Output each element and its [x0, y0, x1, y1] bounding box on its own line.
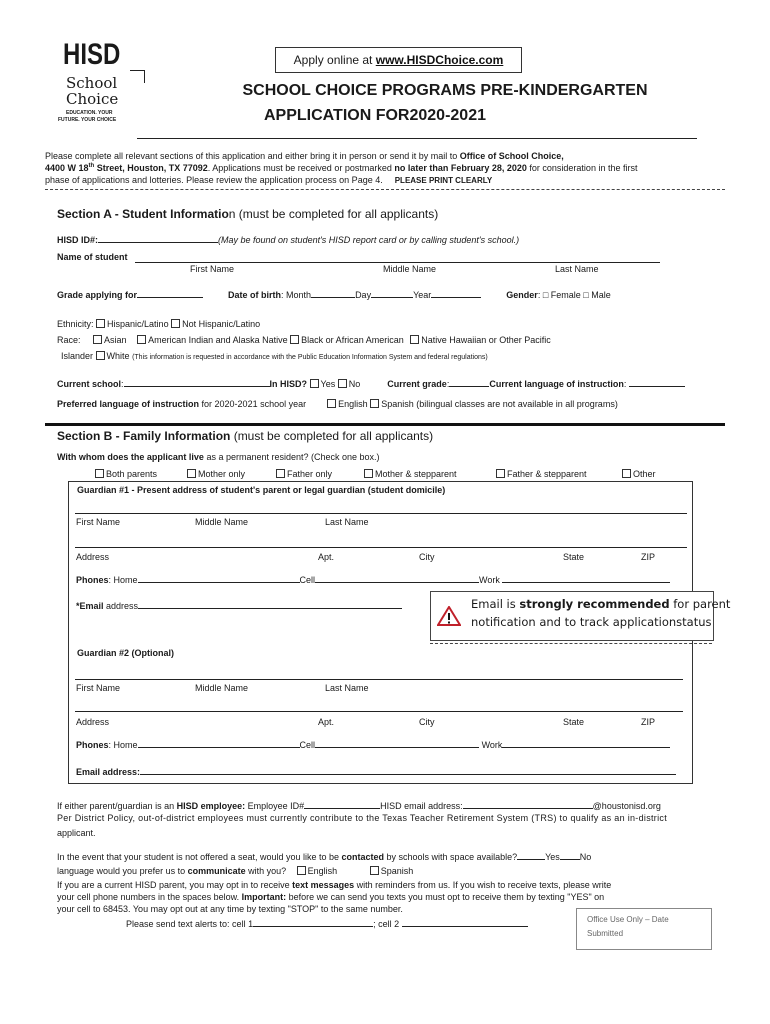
- email-note-line-2: notification and to track applicationstatus: [471, 615, 712, 629]
- pref-lang-year: for 2020-2021 school year: [199, 399, 307, 409]
- eth-not-hispanic-checkbox[interactable]: [171, 319, 180, 328]
- hisd-id-field[interactable]: [98, 233, 218, 243]
- contact-text: In the event that your student is not offered a seat, would you like to be: [57, 852, 342, 862]
- grade-label: Grade applying for: [57, 290, 138, 300]
- alerts-cell2-label: ; cell 2: [373, 919, 400, 929]
- pref-english-checkbox[interactable]: [327, 399, 336, 408]
- g1-phones-label: Phones: [76, 575, 109, 585]
- race-note: (This information is requested in accordance with the Public Education Information System and federal regulations): [132, 354, 488, 361]
- race-hawaii-label: Native Hawaiian or Other Pacific: [421, 335, 551, 345]
- race-row: Race: Asian American Indian and Alaska Native Black or African American Native Hawaiian or Other Pacific: [57, 335, 551, 345]
- lang-spanish-checkbox[interactable]: [370, 866, 379, 875]
- employee-text: If either parent/guardian is an: [57, 801, 177, 811]
- opt-mother-step: [364, 469, 457, 479]
- contact-no-label: No: [579, 852, 592, 862]
- race-asian-label: Asian: [104, 335, 127, 345]
- texts-1b: text messages: [292, 880, 355, 890]
- apply-url-link[interactable]: www.HISDChoice.com: [375, 53, 504, 67]
- intro-deadline-text: . Applications must be received or postmarked: [207, 163, 395, 173]
- student-name-row: [57, 252, 128, 262]
- hisd-id-note: (May be found on student's HISD report card or by calling student's school.): [218, 235, 520, 245]
- alerts-cell1-field[interactable]: [253, 917, 373, 927]
- contact-no-field[interactable]: [560, 850, 580, 860]
- student-name-label: Name of student: [57, 252, 128, 262]
- intro-line-1: [45, 151, 564, 161]
- pref-lang-row: [57, 399, 618, 409]
- g2-home-field[interactable]: [138, 738, 300, 748]
- title-line-1: SCHOOL CHOICE PROGRAMS PRE-KINDERGARTEN: [242, 82, 648, 99]
- intro-divider: [45, 189, 725, 190]
- g2-cell-field[interactable]: [315, 738, 479, 748]
- employee-id-field[interactable]: [304, 799, 380, 809]
- g2-address-caption: Address: [76, 717, 110, 727]
- grade-field[interactable]: [137, 288, 203, 298]
- section-a-title-n: n: [228, 207, 236, 221]
- office-line-1: Office Use Only – Date: [587, 915, 669, 924]
- race-islander-label: Islander: [61, 351, 94, 361]
- logo-choice: Choice: [66, 90, 119, 108]
- eth-not-hispanic-label: Not Hispanic/Latino: [182, 319, 261, 329]
- g1-home-field[interactable]: [138, 573, 300, 583]
- language-bold: communicate: [187, 866, 246, 876]
- father-stepparent-checkbox[interactable]: [496, 469, 505, 478]
- lives-with-note: as a permanent resident? (Check one box.): [203, 452, 380, 462]
- lives-with-label: With whom does the applicant live: [57, 452, 204, 462]
- employee-email-domain: @houstonisd.org: [592, 801, 661, 811]
- email-note-box: [430, 591, 731, 641]
- g2-state-caption: State: [563, 717, 585, 727]
- father-only-label: Father only: [287, 469, 333, 479]
- opt-father: [276, 469, 332, 479]
- g1-email-row: [76, 599, 402, 611]
- g1-email-label: *Email: [76, 601, 104, 611]
- title-line-2: APPLICATION FOR2020-2021: [264, 107, 486, 124]
- note-a: Email is: [471, 597, 520, 611]
- race-amind-label: American Indian and Alaska Native: [148, 335, 288, 345]
- race-amind-checkbox[interactable]: [137, 335, 146, 344]
- middle-name-caption: Middle Name: [383, 264, 437, 274]
- g1-last-caption: Last Name: [325, 517, 369, 527]
- contact-yes-field[interactable]: [517, 850, 545, 860]
- texts-1c: with reminders from us. If you wish to receive texts, please write: [354, 880, 612, 890]
- current-school-label: Current school: [57, 379, 122, 389]
- g2-middle-caption: Middle Name: [195, 683, 249, 693]
- father-stepparent-label: Father & stepparent: [507, 469, 587, 479]
- both-parents-label: Both parents: [106, 469, 158, 479]
- intro-review: phase of applications and lotteries. Please review the application process on Page 4.: [45, 175, 383, 185]
- g1-cell-field[interactable]: [315, 573, 479, 583]
- pref-spanish-checkbox[interactable]: [370, 399, 379, 408]
- apply-online-box: [275, 47, 522, 73]
- note-c: for parent: [669, 597, 731, 611]
- g1-email-field[interactable]: [138, 599, 402, 609]
- texts-line-3: your cell to 68453. You may opt out at any time by texting "STOP" to the same number.: [57, 904, 403, 914]
- g1-address-caption: Address: [76, 552, 110, 562]
- other-checkbox[interactable]: [622, 469, 631, 478]
- current-lang-field[interactable]: [629, 377, 685, 387]
- mother-stepparent-checkbox[interactable]: [364, 469, 373, 478]
- intro-deadline: no later than February 28, 2020: [394, 163, 527, 173]
- section-a-heading: [57, 207, 438, 221]
- employee-id-label: Employee ID#: [245, 801, 305, 811]
- g2-phones-row: [76, 738, 670, 750]
- pref-spanish-label: Spanish (bilingual classes are not available in all programs): [381, 399, 618, 409]
- texts-2b: Important:: [241, 892, 287, 902]
- note-b: strongly recommended: [519, 597, 670, 611]
- in-hisd-no-checkbox[interactable]: [338, 379, 347, 388]
- g1-work-label: Work: [479, 575, 500, 585]
- texts-2a: your cell phone numbers in the spaces below.: [57, 892, 242, 902]
- g1-state-caption: State: [563, 552, 585, 562]
- policy-line-2: applicant.: [57, 828, 96, 838]
- office-use-box: [576, 908, 712, 950]
- section-b-heading: [57, 429, 433, 443]
- g2-work-label: Work: [481, 740, 503, 750]
- g2-email-row: [76, 765, 676, 777]
- language-text: language would you prefer us to: [57, 866, 188, 876]
- current-school-row: Current school: In HISD? Yes No Current grade: Current language of instruction:: [57, 377, 685, 389]
- logo-bracket: [130, 70, 145, 83]
- employee-row: [57, 799, 661, 811]
- contact-yes-label: Yes: [545, 852, 560, 862]
- logo-tagline-1: EDUCATION. YOUR: [66, 110, 113, 116]
- hisd-logo-text: HISD: [63, 38, 121, 71]
- note-dashed-rule: [430, 643, 712, 644]
- section-a-subtitle: (must be completed for all applicants): [235, 207, 439, 221]
- g1-address-field[interactable]: [75, 547, 687, 548]
- year-field[interactable]: [431, 288, 481, 298]
- g2-city-caption: City: [419, 717, 435, 727]
- g2-email-field[interactable]: [140, 765, 676, 775]
- contact-bold: contacted: [341, 852, 385, 862]
- mother-stepparent-label: Mother & stepparent: [375, 469, 457, 479]
- grade-dob-row: [57, 288, 611, 300]
- day-field[interactable]: [371, 288, 413, 298]
- race-black-checkbox[interactable]: [290, 335, 299, 344]
- g1-work-field[interactable]: [502, 573, 670, 583]
- g1-middle-caption: Middle Name: [195, 517, 249, 527]
- race-black-label: Black or African American: [301, 335, 404, 345]
- g2-address-field[interactable]: [75, 711, 683, 712]
- race-label: Race: [57, 335, 79, 345]
- g1-phones-row: [76, 573, 670, 585]
- gender-label: Gender: [506, 290, 538, 300]
- logo-tagline-2: FUTURE. YOUR CHOICE: [58, 117, 117, 123]
- intro-line-2: [45, 163, 637, 173]
- employee-email-label: HISD email address:: [380, 801, 463, 811]
- opt-mother: [187, 469, 245, 479]
- g2-apt-caption: Apt.: [318, 717, 335, 727]
- lang-english-label: English: [307, 866, 338, 876]
- mother-only-label: Mother only: [198, 469, 246, 479]
- ethnicity-label: Ethnicity: [57, 319, 92, 329]
- race-asian-checkbox[interactable]: [93, 335, 102, 344]
- section-b-subtitle: (must be completed for all applicants): [230, 429, 434, 443]
- warning-icon: [437, 606, 461, 626]
- intro-line-3: [45, 175, 492, 185]
- g2-first-caption: First Name: [76, 683, 121, 693]
- section-a-title: Section A - Student Informatio: [57, 207, 229, 221]
- texts-line-1: [57, 880, 611, 890]
- employee-email-field[interactable]: [463, 799, 593, 809]
- in-hisd-label: In HISD?: [269, 379, 308, 389]
- in-hisd-yes-label: Yes: [320, 379, 336, 389]
- current-grade-field[interactable]: [449, 377, 489, 387]
- race-row-2: [61, 351, 488, 361]
- hisd-id-row: [57, 233, 519, 245]
- contact-rest: by schools with space available?: [384, 852, 518, 862]
- year-label: Year: [413, 290, 432, 300]
- race-white-label: White: [106, 351, 130, 361]
- opt-other: [622, 469, 656, 479]
- last-name-caption: Last Name: [555, 264, 599, 274]
- lives-with-row: [57, 452, 380, 462]
- language-row: [57, 866, 413, 876]
- race-white-checkbox[interactable]: [96, 351, 105, 360]
- current-school-field[interactable]: [124, 377, 270, 387]
- g1-email-address-label: address: [103, 601, 139, 611]
- g2-home-label: : Home: [108, 740, 138, 750]
- current-grade-label: Current grade: [387, 379, 447, 389]
- pref-english-label: English: [338, 399, 368, 409]
- g1-cell-label: Cell: [299, 575, 316, 585]
- student-name-field[interactable]: [135, 262, 660, 263]
- lang-english-checkbox[interactable]: [297, 866, 306, 875]
- opt-both: [95, 469, 157, 479]
- dob-label: Date of birth: [228, 290, 282, 300]
- g2-cell-label: Cell: [299, 740, 316, 750]
- g1-name-field[interactable]: [75, 513, 687, 514]
- g1-city-caption: City: [419, 552, 435, 562]
- intro-deadline-rest: for consideration in the first: [526, 163, 638, 173]
- in-hisd-yes-checkbox[interactable]: [310, 379, 319, 388]
- other-label: Other: [633, 469, 656, 479]
- print-clearly: PLEASE PRINT CLEARLY: [394, 176, 493, 185]
- employee-label: HISD employee:: [176, 801, 246, 811]
- first-name-caption: First Name: [190, 264, 235, 274]
- pref-lang-label: Preferred language of instruction: [57, 399, 200, 409]
- in-hisd-no-label: No: [348, 379, 361, 389]
- hisd-id-label: HISD ID#:: [57, 235, 99, 245]
- logo-school: School: [66, 74, 118, 92]
- intro-address-2: Street, Houston, TX 77092: [94, 163, 208, 173]
- intro-text: Please complete all relevant sections of this application and either bring it in person or send it by mail to: [45, 151, 460, 161]
- guardian-1-title: Guardian #1 - Present address of student's parent or legal guardian (student domicile): [77, 485, 446, 495]
- alerts-cell2-field[interactable]: [402, 917, 528, 927]
- ethnicity-row: Ethnicity: Hispanic/Latino Not Hispanic/Latino: [57, 319, 261, 329]
- eth-hispanic-label: Hispanic/Latino: [107, 319, 169, 329]
- gender-male[interactable]: □ Male: [583, 290, 611, 300]
- eth-hispanic-checkbox[interactable]: [96, 319, 105, 328]
- g2-email-label: Email address:: [76, 767, 141, 777]
- office-line-2: Submitted: [587, 929, 624, 938]
- father-only-checkbox[interactable]: [276, 469, 285, 478]
- opt-father-step: [496, 469, 587, 479]
- race-hawaii-checkbox[interactable]: [410, 335, 419, 344]
- g2-work-field[interactable]: [502, 738, 670, 748]
- guardian-2-title: Guardian #2 (Optional): [77, 648, 175, 658]
- texts-1a: If you are a current HISD parent, you may opt in to receive: [57, 880, 293, 890]
- contact-row: [57, 850, 591, 862]
- intro-sup: th: [88, 163, 95, 169]
- g2-name-field[interactable]: [75, 679, 683, 680]
- day-label: Day: [355, 290, 372, 300]
- section-b-title: Section B - Family Information: [57, 429, 231, 443]
- title-rule: [137, 138, 697, 139]
- month-label: : Month: [281, 290, 312, 300]
- g1-apt-caption: Apt.: [318, 552, 335, 562]
- g2-phones-label: Phones: [76, 740, 109, 750]
- mother-only-checkbox[interactable]: [187, 469, 196, 478]
- section-a-divider: [45, 423, 725, 426]
- alerts-cell1-label: Please send text alerts to: cell 1: [126, 919, 254, 929]
- lang-spanish-label: Spanish: [380, 866, 414, 876]
- apply-prefix: Apply online at: [293, 53, 376, 67]
- g2-zip-caption: ZIP: [641, 717, 656, 727]
- g1-first-caption: First Name: [76, 517, 121, 527]
- intro-office: Office of School Choice,: [459, 151, 564, 161]
- alerts-row: [126, 917, 528, 929]
- gender-female[interactable]: : □ Female: [537, 290, 581, 300]
- policy-line-1: Per District Policy, out-of-district employees must currently contribute to the Texas Teacher Retirement System (TRS) to qualify as an in-district: [57, 813, 668, 823]
- language-rest: with you?: [245, 866, 287, 876]
- texts-line-2: [57, 892, 604, 902]
- g2-last-caption: Last Name: [325, 683, 369, 693]
- texts-2c: before we can send you texts you must opt to receive them by texting "YES" on: [286, 892, 605, 902]
- month-field[interactable]: [311, 288, 355, 298]
- email-note-line-1: [471, 597, 730, 611]
- g1-home-label: : Home: [108, 575, 138, 585]
- current-lang-label: Current language of instruction: [489, 379, 624, 389]
- both-parents-checkbox[interactable]: [95, 469, 104, 478]
- g1-zip-caption: ZIP: [641, 552, 656, 562]
- intro-address: 4400 W 18: [45, 163, 89, 173]
